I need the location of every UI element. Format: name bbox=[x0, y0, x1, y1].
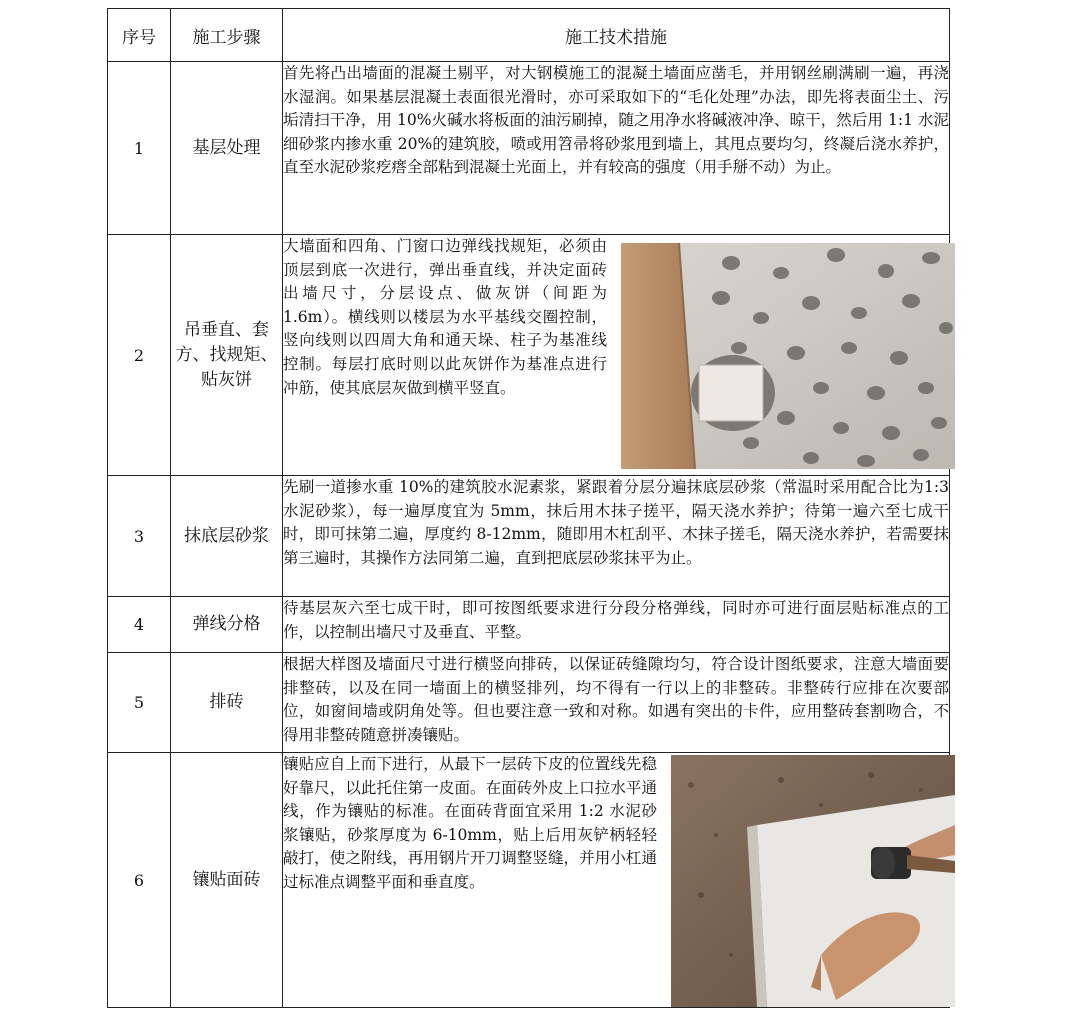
row-step: 排砖 bbox=[171, 653, 283, 753]
header-row bbox=[108, 9, 950, 62]
table-row bbox=[108, 62, 950, 235]
tile-setting-photo bbox=[671, 755, 955, 1007]
row-measure: 镶贴应自上而下进行，从最下一层砖下皮的位置线先稳好靠尺，以此托住第一皮面。在面砖外皮上口拉水平通线，作为镶贴的标准。在面砖背面宜采用 1:2 水泥砂浆镶贴，砂浆厚度为 6-10mm，贴上后用灰铲柄轻轻敲打，使之附线，再用钢片开刀调整竖缝，并用小杠通过标准点调整平面和垂直度。 bbox=[283, 755, 657, 891]
row-measure: 根据大样图及墙面尺寸进行横竖向排砖，以保证砖缝隙均匀，符合设计图纸要求，注意大墙面要排整砖，以及在同一墙面上的横竖排列，均不得有一行以上的非整砖。非整砖行应排在次要部位，如窗间墙或阴角处等。但也要注意一致和对称。如遇有突出的卡件，应用整砖套割吻合，不得用非整砖随意拼凑镶贴。 bbox=[283, 653, 950, 753]
row-number: 4 bbox=[108, 597, 171, 653]
header-measure: 施工技术措施 bbox=[283, 9, 950, 62]
row-measure: 待基层灰六至七成干时，即可按图纸要求进行分段分格弹线，同时亦可进行面层贴标准点的工作，以控制出墙尺寸及垂直、平整。 bbox=[283, 597, 950, 653]
table-row bbox=[108, 235, 950, 476]
table-row bbox=[108, 476, 950, 597]
table-row bbox=[108, 597, 950, 653]
table-row bbox=[108, 753, 950, 1008]
row-measure: 先刷一道掺水重 10%的建筑胶水泥素浆，紧跟着分层分遍抹底层砂浆（常温时采用配合比为1:3 水泥砂浆），每一遍厚度宜为 5mm，抹后用木抹子搓平，隔天浇水养护；待第一遍六至七成干时，即可抹第二遍，厚度约 8-12mm，随即用木杠刮平、木抹子搓毛，隔天浇水养护，若需要抹第三遍时，其操作方法同第二遍，直到把底层砂浆抹平为止。 bbox=[283, 476, 950, 597]
row-step: 弹线分格 bbox=[171, 597, 283, 653]
row-step: 基层处理 bbox=[171, 62, 283, 235]
row-number: 2 bbox=[108, 235, 171, 476]
row-step: 抹底层砂浆 bbox=[171, 476, 283, 597]
row-measure: 首先将凸出墙面的混凝土剔平，对大钢模施工的混凝土墙面应凿毛，并用钢丝刷满刷一遍，再浇水湿润。如果基层混凝土表面很光滑时，亦可采取如下的“毛化处理”办法，即先将表面尘土、污垢清扫干净，用 10%火碱水将板面的油污刷掉，随之用净水将碱液冲净、晾干，然后用 1:1 水泥细砂浆内掺水重 20%的建筑胶，喷或用笤帚将砂浆甩到墙上，其甩点要均匀，终凝后浇水养护，直至水泥砂浆疙瘩全部粘到混凝土光面上，并有较高的强度（用手掰不动）为止。 bbox=[283, 62, 950, 235]
row-step: 吊垂直、套方、找规矩、贴灰饼 bbox=[171, 235, 283, 476]
row-number: 5 bbox=[108, 653, 171, 753]
wall-mortar-spots-photo bbox=[621, 243, 955, 469]
row-measure-cell bbox=[283, 235, 950, 476]
construction-steps-table bbox=[107, 8, 950, 1008]
row-number: 6 bbox=[108, 753, 171, 1008]
row-measure: 大墙面和四角、门窗口边弹线找规矩，必须由顶层到底一次进行，弹出垂直线，并决定面砖出墙尺寸，分层设点、做灰饼（间距为 1.6m）。横线则以楼层为水平基线交圈控制，竖向线则以四周大角和通天垛、柱子为基准线控制。每层打底时则以此灰饼作为基准点进行冲筋，使其底层灰做到横平竖直。 bbox=[283, 237, 607, 397]
header-num: 序号 bbox=[108, 9, 171, 62]
row-number: 3 bbox=[108, 476, 171, 597]
row-number: 1 bbox=[108, 62, 171, 235]
row-measure-cell bbox=[283, 753, 950, 1008]
table-row bbox=[108, 653, 950, 753]
row-step: 镶贴面砖 bbox=[171, 753, 283, 1008]
header-step: 施工步骤 bbox=[171, 9, 283, 62]
